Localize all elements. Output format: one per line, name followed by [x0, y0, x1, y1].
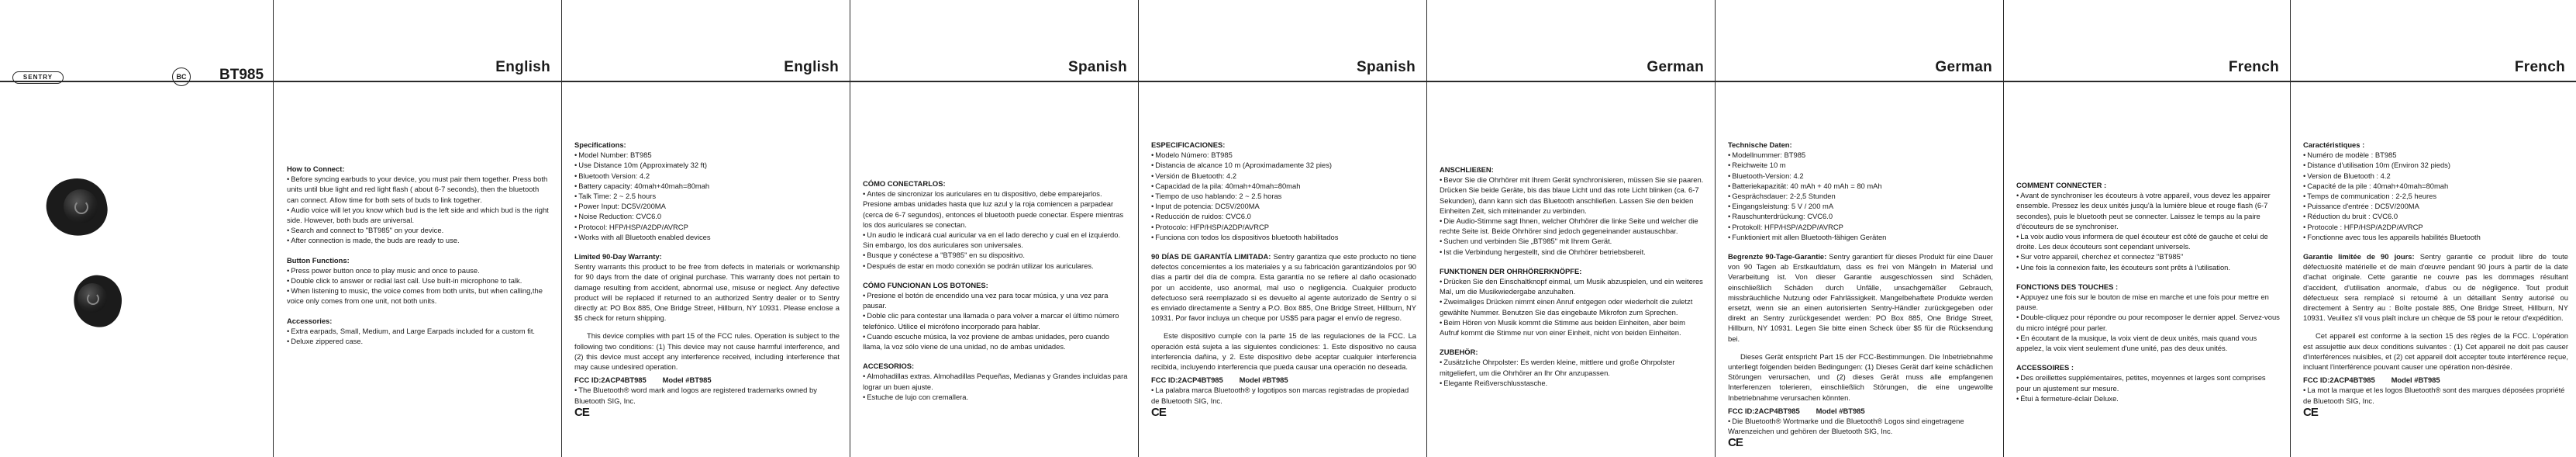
spec-item: • Model Number: BT985 — [574, 150, 840, 160]
list-item: • Audio voice will let you know which bud is the left side and which bud is the right side. However, both buds are universal. — [287, 205, 552, 225]
warranty-text: Sentry garantiert für dieses Produkt für eine Dauer von 90 Tagen ab Erstkaufdatum, dass es frei von Mängeln in Material und Verarbeitung ist. Von dieser Garantie ausgeschlossen sind Schäden, einschließlich Schäden durch Unfälle, unsachgemäßer Gebrauch, missbräuchliche Nutzung oder Fahrlässigkeit. Mangelbehaftete Produkte werden ersetzt, wenn sie an einen autorisierten Sentry-Händler zurückgegeben oder direkt an Sentry zurückgesendet werden: PO Box 885, One Bridge Street, Hillburn, NY 10931. Legen Sie bitte einen Scheck über $5 für die Rücksendung bei. — [1728, 252, 1993, 343]
panel-title: English — [495, 59, 550, 75]
spec-item: • Input de potencia: DC5V/200MA — [1151, 201, 1416, 211]
spec-item: • Fonctionne avec tous les appareils habilités Bluetooth — [2303, 232, 2568, 242]
fcc-id: FCC ID:2ACP4BT985 Model #BT985 — [1151, 376, 1288, 385]
spec-item: • Works with all Bluetooth enabled devices — [574, 232, 840, 242]
section-heading: ESPECIFICACIONES: — [1151, 140, 1226, 149]
spec-item: • Funktioniert mit allen Bluetooth-fähigen Geräten — [1728, 232, 1993, 242]
spec-item: • Battery capacity: 40mah+40mah=80mah — [574, 181, 840, 191]
spec-item: • Distance d'utilisation 10m (Environ 32 pieds) — [2303, 160, 2568, 170]
spec-item: • Use Distance 10m (Approximately 32 ft) — [574, 160, 840, 170]
trademark-note: • La mot la marque et les logos Bluetooth® sont des marques déposées propriété de Bluetooth SIG, Inc. — [2303, 385, 2568, 405]
panel-title: Spanish — [1356, 59, 1416, 75]
list-item: • Doble clic para contestar una llamada o para volver a marcar el último número telefónico. Utilice el micrófono incorporado para hablar. — [863, 310, 1128, 331]
spanish-specs — [1151, 135, 1416, 417]
list-item: • Des oreillettes supplémentaires, petites, moyennes et larges sont comprises pour un ajustement sur mesure. — [2016, 372, 2281, 393]
french-instructions — [2016, 175, 2281, 403]
section-heading: CÓMO CONECTARLOS: — [863, 179, 946, 188]
fcc-statement: Dieses Gerät entspricht Part 15 der FCC-Bestimmungen. Die Inbetriebnahme unterliegt folgenden beiden Bedingungen: (1) Dieses Gerät darf keine schädlichen Störungen verursachen, und (2) dieses Gerät muss alle empfangenen Interferenzen tolerieren, einschließlich Störungen, die eine ungewollte Inbetriebnahme verursachen könnten. — [1728, 351, 1993, 402]
spec-item: • Eingangsleistung: 5 V / 200 mA — [1728, 201, 1993, 211]
list-item: • Beim Hören von Musik kommt die Stimme aus beiden Einheiten, aber beim Aufruf kommt die Stimme nur von einer Einheit, nicht von beiden Einheiten. — [1440, 317, 1705, 338]
panel-title: French — [2228, 59, 2279, 75]
warranty-heading: Begrenzte 90-Tage-Garantie: — [1728, 252, 1827, 261]
list-item: • Sur votre appareil, cherchez et connectez "BT985" — [2016, 251, 2281, 261]
panel-title: German — [1647, 59, 1704, 75]
ce-mark: CE — [1728, 436, 1743, 450]
list-item: • En écoutant de la musique, la voix vient de deux unités, mais quand vous appelez, la voix vient seulement d'une unité, pas des deux unités. — [2016, 333, 2281, 353]
list-item: • Appuyez une fois sur le bouton de mise en marche et une fois pour mettre en pause. — [2016, 292, 2281, 312]
list-item: • Étui à fermeture-éclair Deluxe. — [2016, 393, 2281, 403]
english-instructions — [287, 159, 552, 346]
list-item: • Deluxe zippered case. — [287, 336, 552, 346]
spec-item: • Bluetooth-Version: 4.2 — [1728, 171, 1993, 181]
spec-item: • Version de Bluetooth : 4.2 — [2303, 171, 2568, 181]
list-item: • Suchen und verbinden Sie „BT985" mit Ihrem Gerät. — [1440, 236, 1705, 246]
spec-item: • Rauschunterdrückung: CVC6.0 — [1728, 211, 1993, 221]
fcc-id: FCC ID:2ACP4BT985 Model #BT985 — [574, 376, 712, 385]
trademark-note: • Die Bluetooth® Wortmarke und die Bluetooth® Logos sind eingetragene Warenzeichen und gehören der Bluetooth SIG, Inc. — [1728, 416, 1993, 436]
section-heading: ANSCHLIEßEN: — [1440, 165, 1494, 174]
spanish-instructions — [863, 174, 1128, 402]
warranty-text: Sentry warrants this product to be free from defects in materials or workmanship for 90 days from the date of original purchase. This warranty does not pertain to damage resulting from accident, abnormal use, misuse or neglect. Any defective product will be replaced if returned to an authorized Sentry dealer or to Sentry directly at: PO Box 885, One Bridge Street, Hillburn, NY 10931. Please enclose a $5 check for return shipping. — [574, 262, 840, 323]
ce-mark: CE — [1151, 405, 1166, 419]
spec-item: • Tiempo de uso hablando: 2 ~ 2.5 horas — [1151, 191, 1416, 201]
bc-mark: BC — [172, 68, 191, 86]
list-item: • Die Audio-Stimme sagt Ihnen, welcher Ohrhörer die linke Seite und welcher die rechte Seite ist. Beide Ohrhörer sind jedoch gegeneinander austauschbar. — [1440, 216, 1705, 236]
spec-item: • Protocolo: HFP/HSP/A2DP/AVRCP — [1151, 222, 1416, 232]
section-heading: Caractéristiques : — [2303, 140, 2365, 149]
list-item: • Cuando escuche música, la voz proviene de ambas unidades, pero cuando llama, la voz sólo viene de una unidad, no de ambas unidades. — [863, 331, 1128, 351]
warranty-block — [2303, 251, 2568, 323]
spec-item: • Gesprächsdauer: 2-2,5 Stunden — [1728, 191, 1993, 201]
list-item: • Busque y conéctese a "BT985" en su dispositivo. — [863, 250, 1128, 260]
german-specs — [1728, 135, 1993, 448]
spec-item: • Temps de communication : 2-2,5 heures — [2303, 191, 2568, 201]
warranty-block — [1728, 251, 1993, 344]
ce-mark: CE — [574, 405, 589, 419]
spec-item: • Numéro de modèle : BT985 — [2303, 150, 2568, 160]
section-heading: Accessories: — [287, 316, 333, 325]
spec-item: • Modellnummer: BT985 — [1728, 150, 1993, 160]
model-title: BT985 — [219, 67, 264, 83]
spec-item: • Protocol: HFP/HSP/A2DP/AVRCP — [574, 222, 840, 232]
fcc-statement: Cet appareil est conforme à la section 15 des règles de la FCC. L'opération est assujettie aux deux conditions suivantes : (1) Cet appareil ne doit pas causer d'interférences nuisibles, et (2) cet appareil doit accepter toute interférence reçue, incluant l'interférence pouvant causer une opération non-désirée. — [2303, 331, 2568, 372]
list-item: • Press power button once to play music and once to pause. — [287, 265, 552, 275]
list-item: • Almohadillas extras. Almohadillas Pequeñas, Medianas y Grandes incluidas para lograr un buen ajuste. — [863, 371, 1128, 391]
list-item: • Después de estar en modo conexión se podrán utilizar los auriculares. — [863, 261, 1128, 271]
spec-item: • Modelo Número: BT985 — [1151, 150, 1416, 160]
spec-item: • Reichweite 10 m — [1728, 160, 1993, 170]
section-heading: FUNKTIONEN DER OHRHÖRERKNÖPFE: — [1440, 266, 1582, 275]
list-item: • Zusätzliche Ohrpolster: Es werden kleine, mittlere und große Ohrpolster mitgeliefert, um die Ohrhörer an Ihr Ohr anzupassen. — [1440, 357, 1705, 377]
fcc-id: FCC ID:2ACP4BT985 Model #BT985 — [1728, 406, 1865, 415]
list-item: • Ist die Verbindung hergestellt, sind die Ohrhörer betriebsbereit. — [1440, 247, 1705, 257]
warranty-heading: Garantie limitée de 90 jours: — [2303, 252, 2415, 261]
spec-item: • Noise Reduction: CVC6.0 — [574, 211, 840, 221]
list-item: • La voix audio vous informera de quel écouteur est côté de gauche et celui de droite. Les deux écouteurs sont cependant universels. — [2016, 231, 2281, 251]
spec-item: • Talk Time: 2 ~ 2.5 hours — [574, 191, 840, 201]
spec-item: • Puissance d'entrée : DC5V/200MA — [2303, 201, 2568, 211]
spec-item: • Reducción de ruidos: CVC6.0 — [1151, 211, 1416, 221]
warranty-heading: Limited 90-Day Warranty: — [574, 252, 662, 261]
list-item: • Zweimaliges Drücken nimmt einen Anruf entgegen oder wiederholt die zuletzt gewählte Nummer. Benutzen Sie das eingebaute Mikrofon zum Sprechen. — [1440, 296, 1705, 317]
list-item: • Presione el botón de encendido una vez para tocar música, y una vez para pausar. — [863, 290, 1128, 310]
brand-logo: SENTRY — [12, 71, 64, 84]
list-item: • Before syncing earbuds to your device, you must pair them together. Press both units until blue light and red light flash ( about 6-7 seconds), then the bluetooth can connect. Allow time for both sets of buds to link together. — [287, 174, 552, 205]
german-instructions — [1440, 160, 1705, 388]
list-item: • Double-cliquez pour répondre ou pour recomposer le dernier appel. Servez-vous du micro intégré pour parler. — [2016, 312, 2281, 332]
spec-item: • Power Input: DC5V/200MA — [574, 201, 840, 211]
list-item: • Search and connect to "BT985" on your device. — [287, 225, 552, 235]
cover-panel — [0, 0, 273, 457]
section-heading: COMMENT CONNECTER : — [2016, 181, 2107, 189]
english-specs — [574, 135, 840, 417]
spec-item: • Versión de Bluetooth: 4.2 — [1151, 171, 1416, 181]
section-heading: Specifications: — [574, 140, 626, 149]
list-item: • Estuche de lujo con cremallera. — [863, 392, 1128, 402]
list-item: • Une fois la connexion faite, les écouteurs sont prêts à l'utilisation. — [2016, 262, 2281, 272]
spec-item: • Capacité de la pile : 40mah+40mah=80mah — [2303, 181, 2568, 191]
panel-title: English — [784, 59, 839, 75]
warranty-block — [1151, 251, 1416, 323]
spec-item: • Réduction du bruit : CVC6.0 — [2303, 211, 2568, 221]
list-item: • Elegante Reißverschlusstasche. — [1440, 378, 1705, 388]
list-item: • Un audio le indicará cual auricular va en el lado derecho y cual en el izquierdo. Sin embargo, los dos auriculares son universales. — [863, 230, 1128, 250]
fcc-statement: Este dispositivo cumple con la parte 15 de las regulaciones de la FCC. La operación está sujeta a las siguientes condiciones: 1. Este dispositivo no causa interferencia dañina, y 2. Este dispositivo debe aceptar cualquier interferencia recibida, incluyendo interferencia que pueda causar una operación no deseada. — [1151, 331, 1416, 372]
warranty-text: Sentry garantiza que este producto no tiene defectos concernientes a los materiales y a su fabricación garantizándolos por 90 días a partir del día de compra. Esta garantía no se refiere al daño ocasionado por un accidente, uso anormal, mal uso o negligencia. Cualquier producto defectuoso será reemplazado si es devuelto al agente autorizado de Sentry o si es enviado directamente a Sentry a P.O. Box 885, One Bridge Street, Hillburn, NY 10931. Por favor incluya un cheque por US$5 para pagar el envío de regreso. — [1151, 252, 1417, 323]
spec-item: • Protokoll: HFP/HSP/A2DP/AVRCP — [1728, 222, 1993, 232]
list-item: • When listening to music, the voice comes from both units, but when calling,the voice only comes from one unit, not both units. — [287, 286, 552, 306]
spec-item: • Distancia de alcance 10 m (Aproximadamente 32 pies) — [1151, 160, 1416, 170]
fcc-id: FCC ID:2ACP4BT985 Model #BT985 — [2303, 376, 2440, 385]
list-item: • After connection is made, the buds are ready to use. — [287, 235, 552, 245]
section-heading: Button Functions: — [287, 255, 350, 265]
list-item: • Avant de synchroniser les écouteurs à votre appareil, vous devez les appairer ensemble. Pressez les deux unités jusqu'à la lumière bleue et rouge flash (6-7 secondes), puis le bluetooth peut se connecter. Laissez le temps au la paire d'écouteurs de se synchroniser. — [2016, 190, 2281, 231]
list-item: • Bevor Sie die Ohrhörer mit Ihrem Gerät synchronisieren, müssen Sie sie paaren. Drücken Sie beide Geräte, bis das blaue Licht und das rote Licht blinken (ca. 6-7 Sekunden), dann kann sich das Bluetooth anschließen. Lassen Sie den beiden Einheiten Zeit, sich miteinander zu verbinden. — [1440, 175, 1705, 216]
warranty-heading: 90 DÍAS DE GARANTÍA LIMITADA: — [1151, 252, 1271, 261]
spec-item: • Protocole : HFP/HSP/A2DP/AVRCP — [2303, 222, 2568, 232]
section-heading: Technische Daten: — [1728, 140, 1792, 149]
list-item: • Extra earpads, Small, Medium, and Large Earpads included for a custom fit. — [287, 326, 552, 336]
section-heading: FONCTIONS DES TOUCHES : — [2016, 282, 2119, 291]
warranty-text: Sentry garantie ce produit libre de toute défectuosité matérielle et de main d'œuvre pendant 90 jours à partir de la date d'achat originale. Cette garantie ne couvre pas les dommages résultant d'accident, d'utilisation anormale, d'abus ou de négligence. Tout produit défectueux sera remplacé si retourné à un détaillant Sentry autorisé ou directement à Sentry au : Boîte postale 885, One Bridge Street, Hillburn, NY 10931. Veuillez s'il vous plaît inclure un chèque de 5$ pour le retour d'expédition. — [2303, 252, 2568, 323]
section-heading: ACCESORIOS: — [863, 362, 915, 371]
panel-title: French — [2514, 59, 2565, 75]
ce-mark: CE — [2303, 405, 2318, 419]
earbud-image — [0, 0, 273, 457]
panel-title: Spanish — [1067, 59, 1127, 75]
trademark-note: • La palabra marca Bluetooth® y logotipos son marcas registradas de propiedad de Bluetooth SIG, Inc. — [1151, 385, 1416, 405]
list-item: • Double click to answer or redial last call. Use built-in microphone to talk. — [287, 275, 552, 286]
section-heading: ACCESSOIRES : — [2016, 363, 2074, 372]
spec-item: • Capacidad de la pila: 40mah+40mah=80mah — [1151, 181, 1416, 191]
spec-item: • Funciona con todos los dispositivos bluetooth habilitados — [1151, 232, 1416, 242]
panel-title: German — [1935, 59, 1992, 75]
section-heading: How to Connect: — [287, 164, 345, 173]
section-heading: ZUBEHÖR: — [1440, 348, 1478, 357]
french-specs — [2303, 135, 2568, 417]
fcc-statement: This device complies with part 15 of the FCC rules. Operation is subject to the following two conditions: (1) This device may not cause harmful interference, and (2) this device must accept any interference received, including interference that may cause undesired operation. — [574, 331, 840, 372]
spec-item: • Batteriekapazität: 40 mAh + 40 mAh = 80 mAh — [1728, 181, 1993, 191]
section-heading: CÓMO FUNCIONAN LOS BOTONES: — [863, 280, 988, 289]
list-item: • Antes de sincronizar los auriculares en tu dispositivo, debe emparejarlos. Presione ambas unidades hasta que luz azul y la roja comiencen a parpadear (cerca de 6-7 segundos), entonces el bluetooth puede conectar. Espere mientras los dos auriculares se conectan. — [863, 189, 1128, 230]
trademark-note: • The Bluetooth® word mark and logos are registered trademarks owned by Bluetooth SIG, Inc. — [574, 385, 840, 405]
spec-item: • Bluetooth Version: 4.2 — [574, 171, 840, 181]
list-item: • Drücken Sie den Einschaltknopf einmal, um Musik abzuspielen, und ein weiteres Mal, um die Musikwiedergabe anzuhalten. — [1440, 276, 1705, 296]
